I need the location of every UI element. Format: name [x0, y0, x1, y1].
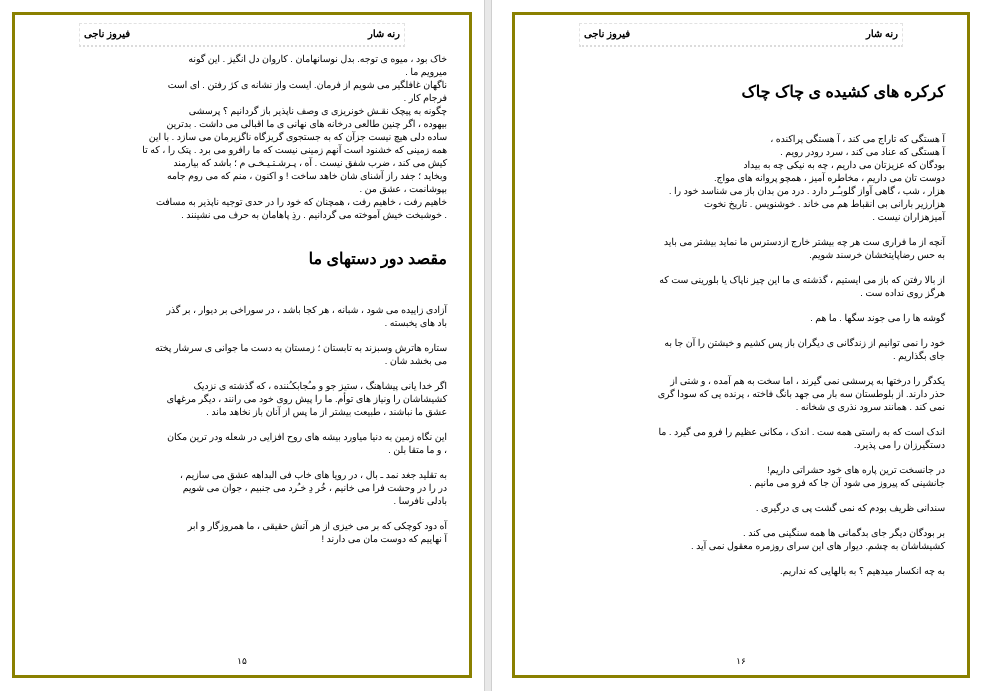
paragraph: اندک است که به راستی همه ست . اندک ، مکانی عظیم را فرو می گیرد . ما دستگیرزان را می پذیرد.: [658, 427, 945, 450]
paragraph: اگر خدا یانی پیشاهنگ ، ستیز جو و مـُجابکـُننده ، که گذشته ی نزدیک کشیشاشان را ونیاز های توأم. ما را پیش روی خود می رانند ، دیگر مرغهای عشق ما نباشند ، طبیعت بیشتر از ما پس از آنان باز نخاهد ماند .: [166, 381, 447, 417]
paragraph: سندانی ظریف بودم که نمی گشت پی ی درگیری .: [755, 503, 945, 513]
spread-gutter: [484, 0, 492, 691]
paragraph: این نگاه زمین به دنیا میاورد بیشه های روح افزایی در شعله ودر ترین مکان ، و ما متقا بلن .: [167, 432, 447, 455]
paragraph: آنچه از ما فراری ست هر چه بیشتر خارج ازدسترس ما نماید بیشتر می باید به حس رضاپایتخشان خرسند شویم.: [663, 237, 945, 260]
header-title: رنه شار: [367, 29, 400, 40]
paragraph: ناگهان غافلگیر می شویم از فرمان. ایست واز نشانه ی کژ رفتن . ای است فرجام کار .: [167, 80, 447, 103]
page-content: [35, 53, 447, 645]
page-content: [535, 53, 945, 645]
paragraph: آه دود کوچکی که بر می خیزی از هر آتش حقیقی ، ما همروزگار و ابر آ نهاییم که دوست مان می دارند !: [187, 521, 447, 544]
paragraph: خود را نمی توانیم از زندگانی ی دیگران باز پس کشیم و خیشتن را آن جا به جای بگذاریم .: [664, 338, 945, 361]
header-author: فیروز ناجی: [584, 29, 631, 40]
paragraph: چگونه به پیچک نقـش خونریزی ی وصف ناپذیر باز گردانیم ؟ پرسشی بیهوده ، اگر چنین طالعی درخانه های نهانی ی ما اقبالی می داشت . بدترین ساده دلی هیچ نیست جزآن که به جستجوی گریزگاه ناگزیرمان می سازد . با این همه زمینی که خشنود است آنهم زمینی نیست که ما رافرو می برد . پتک را ، که تا کیش می کند ، ضرب شفق نیست . آه ، پـرشـتـیـخـی م ؛ باشد که بیارمند وبخاید ؛ جفد راز آشنای شان خاهد ساخت ! و اکنون ، منم که می روم جامه بپوشانمت ، عشق من .: [142, 106, 447, 194]
poem-title: کرکره های کشیده ی چاک چاک: [741, 84, 945, 101]
paragraph: خاهیم رفت ، خاهیم رفت ، همچنان که خود را در حدی توجیه ناپذیر به مسافت . خوشبخت خیش آموخته می گردانیم . رذِ پاهامان به حرف می نشینند .: [155, 197, 447, 220]
paragraph: آزادی زاییده می شود ، شبانه ، هر کجا باشد ، در سوراخی بر دیوار ، بر گذر باد های یخبسته .: [166, 305, 447, 328]
page-number: ۱۵: [237, 657, 247, 667]
paragraph: از بالا رفتن که باز می ایستیم ، گذشته ی ما این چیز ناپاک یا بلورینی ست که هرگز روی نداده ست .: [659, 275, 945, 298]
paragraph: گوشه ها را می جوند سگها . ما هم .: [810, 313, 945, 323]
page-number: ۱۶: [736, 657, 746, 667]
paragraph: به تقلید جغد نمد ـ بال ، در رویا های خاب فی البداهه عشق می سازیم ، در را در وحشت فرا می خانیم ، خُر دِ خـُرد می جنبیم ، جوان می شویم بادلی نافرسا .: [179, 470, 447, 506]
page-header: [79, 23, 405, 47]
left-page: [12, 12, 472, 678]
paragraph: بر بودگان دیگر جای بدگمانی ها همه سنگینی می کند . کشیشاشان به چشم. دیوار های این سرای روزمره معقول نمی آید .: [690, 528, 945, 551]
paragraph: آ هستگی که تاراج می کند ، آ هستگی پراکنده ، آ هستگی که عناد می کند ، سرد رودر رویم . بودگان که عزیزتان می داریم ، چه به نیکی چه به بیداد دوست تان می داریم ، مخاطره آمیز ، همچو پروانه های مواج. هزار ، شب ، گاهی آواز گلوبـُـر دارد . درد من بدان باز می شناسد خود را . هزارزیر بارانی بی انقباط هم می خاند . خوشنویس . تاریخ نخوت آمیزهزاران نیست .: [668, 134, 945, 222]
page-header: [579, 23, 903, 47]
header-title: رنه شار: [865, 29, 898, 40]
paragraph: ستاره هاترش وسبزند به تابستان ؛ زمستان به دست ما جوانی ی سرشار پخته می بخشد شان .: [155, 343, 447, 366]
continued-text: [35, 53, 447, 222]
header-author: فیروز ناجی: [84, 29, 131, 40]
right-page: [512, 12, 970, 678]
paragraph: خاک بود ، میوه ی توجه. بدل نوسانهامان . کاروان دل انگیز . این گونه میرویم ما .: [188, 54, 447, 77]
paragraph: یکدگر را درختها به پرسشی نمی گیرند ، اما سخت به هم آمده ، و شتی از حذر دارند. از بلوطستان سه بار می جهد بانگ فاخته ، پرنده یی که سودا گری نمی کند . همانند سرود نذری ی شخانه .: [657, 376, 945, 412]
paragraph: در جانسخت ترین پاره های خود حشراتی داریم! جانشینی که پیروز می شود آن جا که فرو می مانیم .: [749, 465, 945, 488]
poem-title: مقصد دور دستهای ما: [308, 251, 447, 268]
paragraph: به چه انکسار میدهیم ؟ به بالهایی که نداریم.: [780, 566, 945, 576]
